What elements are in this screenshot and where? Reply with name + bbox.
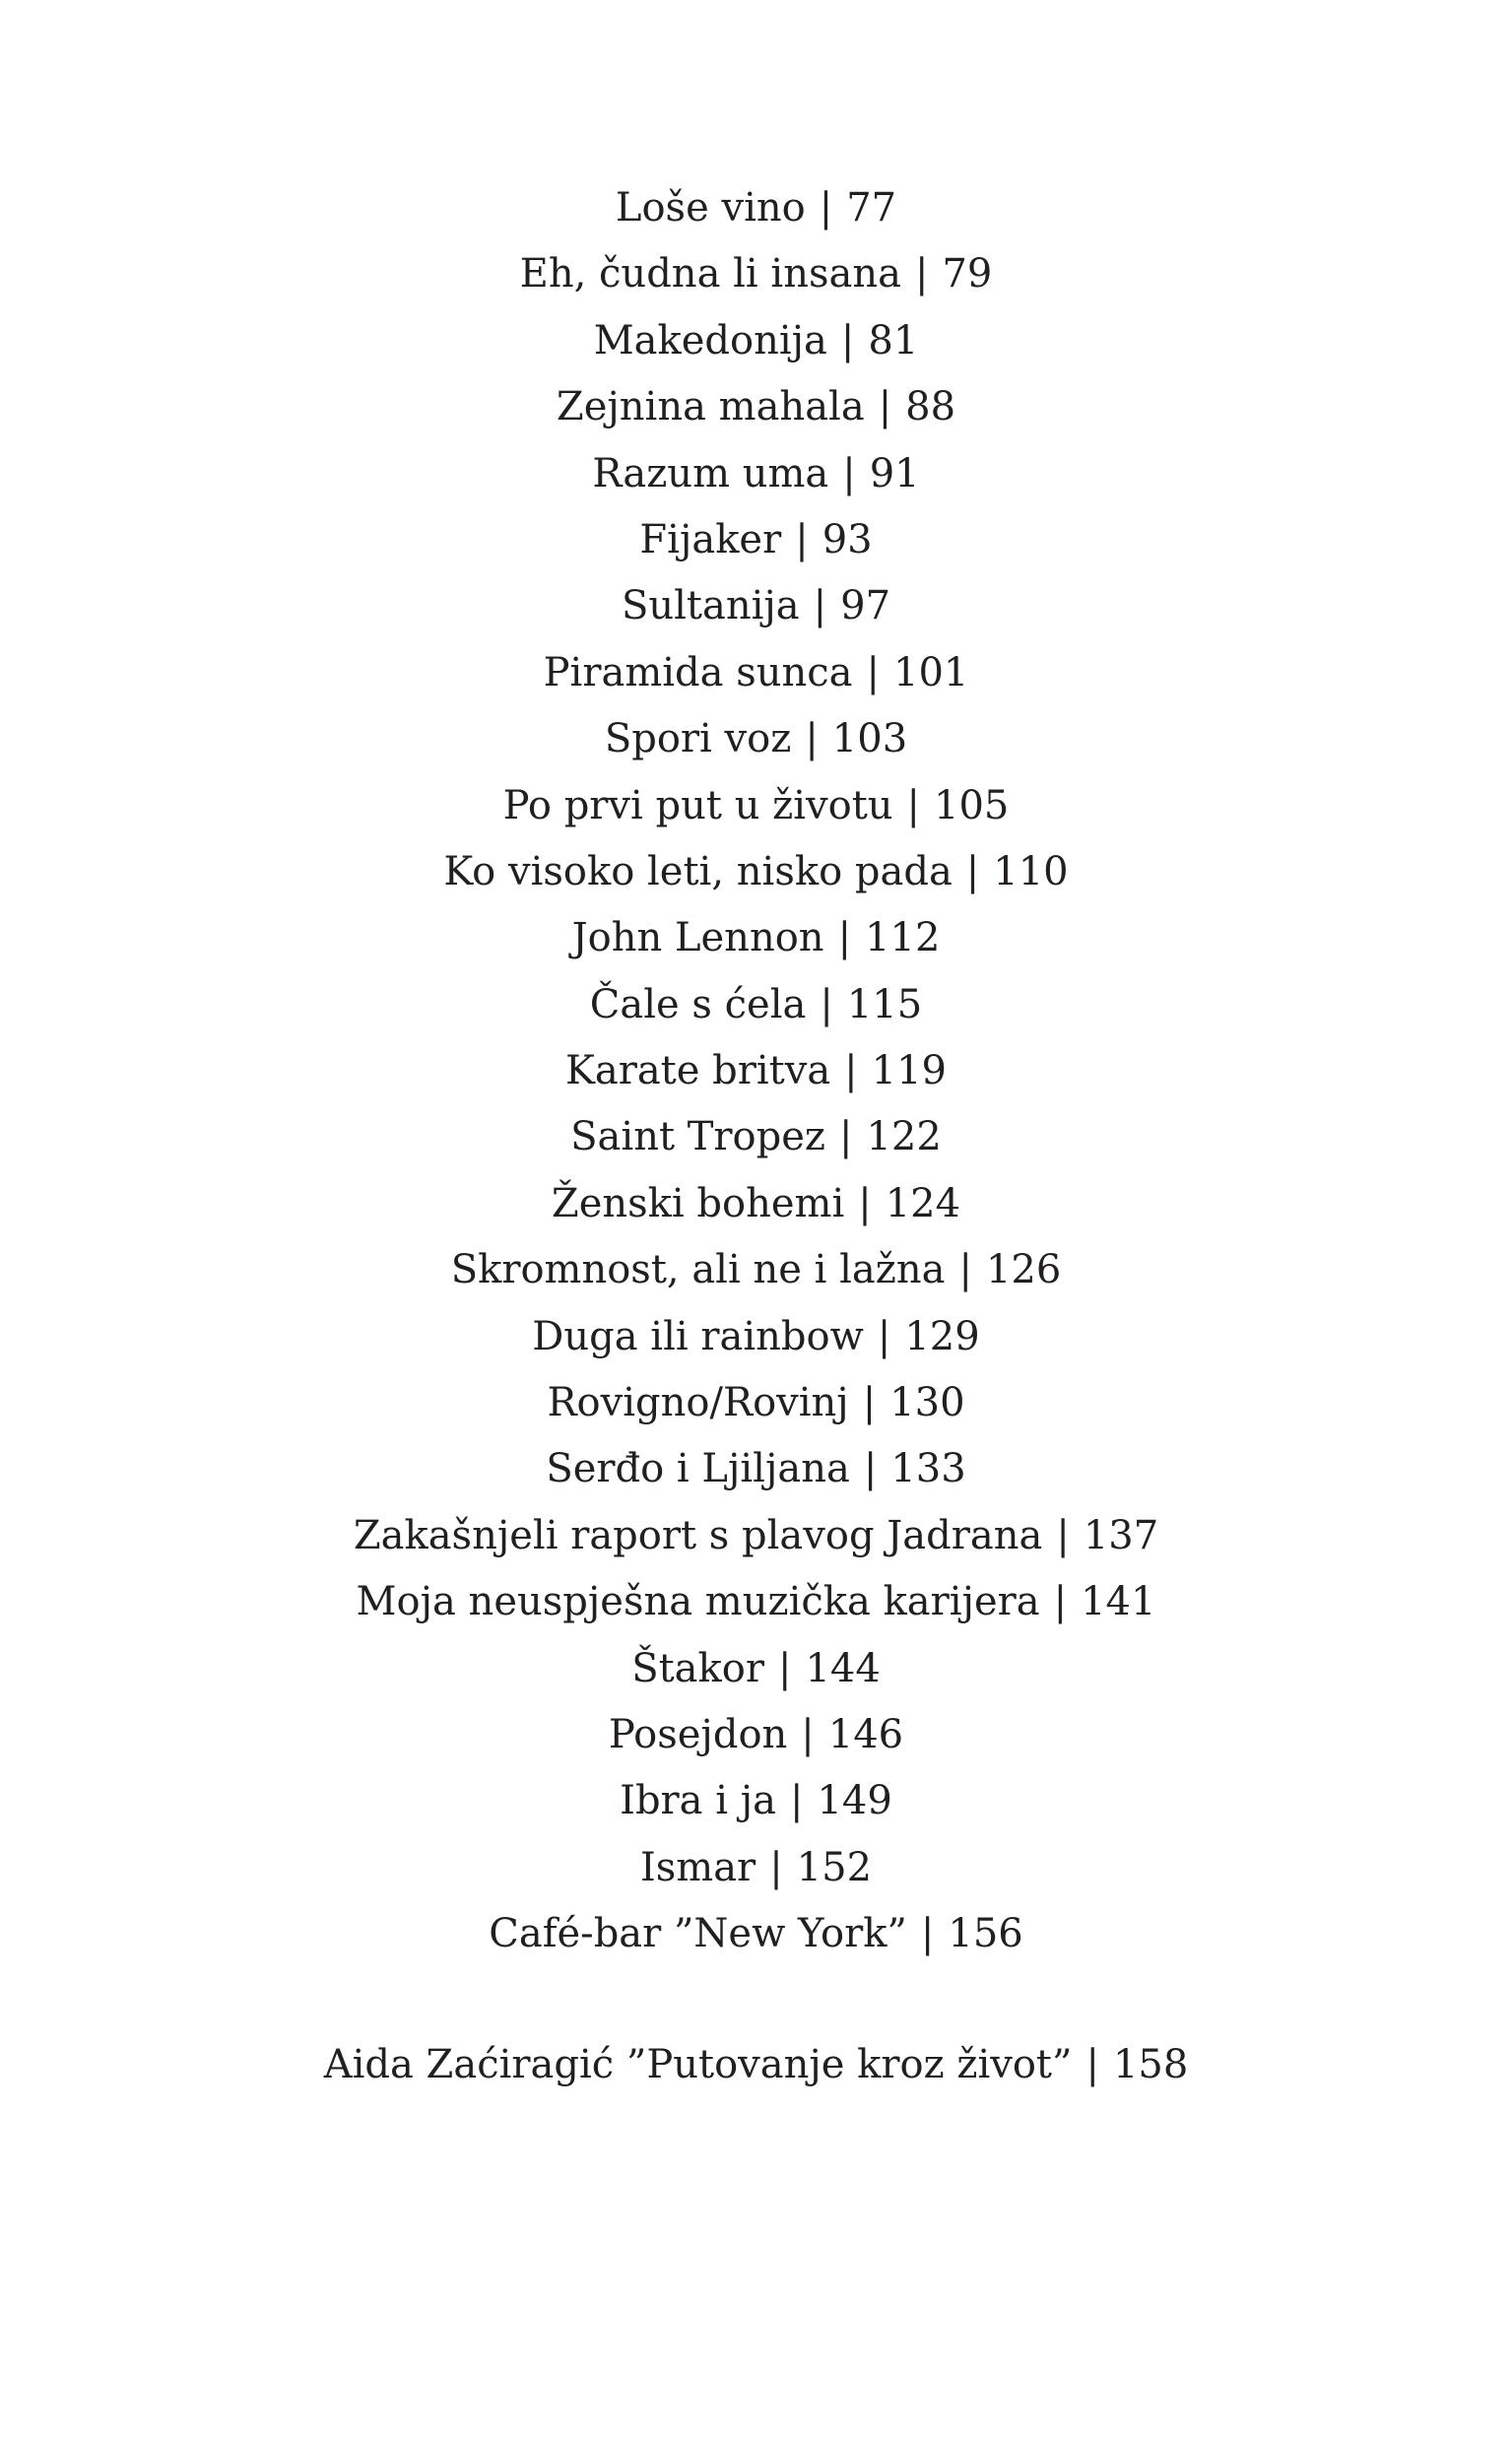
toc-entry-title: Skromnost, ali ne i lažna [450,1247,946,1293]
toc-separator: | [819,185,833,231]
toc-entry-title: Čale s ćela [589,981,807,1027]
toc-entry-page: 119 [871,1048,948,1094]
toc-entry-page: 158 [1112,2042,1189,2087]
toc-entry-title: Rovigno/Rovinj [547,1380,849,1426]
toc-separator: | [838,1114,853,1160]
toc-entry-title: Café-bar ”New York” [489,1911,907,1957]
toc-entry-title: Posejdon [608,1711,788,1757]
toc-entry-page: 156 [948,1911,1023,1957]
toc-entry-page: 115 [846,981,923,1027]
toc-separator: | [1056,1512,1070,1558]
toc-entry-title: Saint Tropez [570,1114,825,1160]
toc-entry-title: Piramida sunca [543,649,853,695]
toc-entry-title: Zakašnjeli raport s plavog Jadrana [353,1512,1043,1558]
toc-separator: | [813,583,827,629]
toc-entry-title: Loše vino [615,185,806,231]
toc-entry [0,972,1512,1038]
toc-entry-title: Zejnina mahala [556,384,865,430]
toc-entry-title: Štakor [631,1645,764,1691]
toc-entry [0,1503,1512,1569]
toc-separator: | [906,782,921,828]
toc-entry-title: Ismar [639,1844,756,1890]
toc-entry-page: 141 [1081,1579,1156,1625]
toc-entry [0,1636,1512,1702]
toc-entry [0,640,1512,706]
toc-entry-page: 124 [885,1180,961,1226]
toc-entry-page: 122 [866,1114,942,1160]
toc-entry [0,1370,1512,1436]
toc-separator: | [795,516,809,562]
toc-separator: | [777,1645,792,1691]
toc-entry-page: 149 [817,1778,892,1824]
toc-entry-page: 112 [865,915,941,961]
toc-separator: | [805,716,819,762]
toc-separator: | [866,649,880,695]
toc-entry-title: Ko visoko leti, nisko pada [443,848,953,894]
toc-entry-title: Fijaker [639,516,782,562]
toc-entry [0,839,1512,905]
toc-separator: | [863,1446,878,1492]
toc-entry-title: Makedonija [593,317,827,363]
toc-entry-page: 91 [869,450,920,496]
toc-entry [0,1901,1512,1967]
toc-separator: | [842,450,856,496]
toc-entry-page: 126 [985,1247,1062,1293]
toc-entry [0,1038,1512,1104]
toc-separator: | [914,251,929,297]
toc-entry [0,175,1512,241]
toc-entry-title: Aida Zaćiragić ”Putovanje kroz život” [323,2042,1073,2087]
toc-entry-title: Sultanija [621,583,800,629]
toc-entry-page: 81 [868,317,919,363]
toc-entry-title: Spori voz [604,716,792,762]
toc-entry-page: 97 [840,583,891,629]
toc-entry-page: 133 [890,1446,966,1492]
toc-separator: | [965,848,980,894]
toc-entry-page: 105 [934,782,1010,828]
toc-entry-title: Ibra i ja [620,1778,776,1824]
toc-entry-page: 137 [1083,1512,1159,1558]
toc-entry [0,1768,1512,1834]
toc-appendix-entry [0,2032,1512,2098]
toc-entry [0,1702,1512,1768]
toc-entry-page: 93 [822,516,873,562]
toc-separator: | [837,915,852,961]
toc-entry [0,1436,1512,1502]
toc-entry-title: Ženski bohemi [551,1180,845,1226]
toc-separator: | [820,981,833,1027]
toc-entry [0,507,1512,573]
toc-entry-page: 101 [893,649,969,695]
toc-entry [0,773,1512,839]
toc-entry-title: Duga ili rainbow [532,1313,864,1359]
toc-separator: | [1053,1579,1068,1625]
toc-entry [0,1304,1512,1370]
toc-entry-page: 88 [905,384,956,430]
toc-entry-page: 79 [942,251,993,297]
toc-entry [0,905,1512,971]
toc-separator: | [844,1048,858,1094]
toc-entry [0,308,1512,374]
toc-separator: | [858,1180,872,1226]
toc-entry-title: Eh, čudna li insana [519,251,901,297]
toc-entry [0,374,1512,440]
toc-entry-title: Karate britva [564,1048,831,1094]
toc-separator: | [862,1380,877,1426]
toc-entry [0,441,1512,507]
toc-entry [0,706,1512,772]
toc-entry-page: 144 [805,1645,881,1691]
toc-separator: | [840,317,855,363]
toc-entry-title: John Lennon [571,915,824,961]
toc-entry-page: 110 [993,848,1069,894]
toc-separator: | [920,1911,935,1957]
toc-separator: | [878,384,892,430]
toc-entry-title: Moja neuspješna muzička karijera [356,1579,1040,1625]
toc-separator: | [958,1247,972,1293]
toc-separator: | [801,1711,815,1757]
toc-separator: | [769,1844,783,1890]
toc-entry-page: 146 [827,1711,904,1757]
toc-entry [0,241,1512,307]
toc-entry-page: 77 [846,185,897,231]
toc-entry [0,1835,1512,1901]
toc-entry-title: Razum uma [592,450,829,496]
toc-entry [0,1569,1512,1635]
toc-entry-page: 103 [831,716,908,762]
toc-entry [0,1237,1512,1303]
toc-entry [0,573,1512,639]
toc-entry-title: Serđo i Ljiljana [546,1446,850,1492]
table-of-contents [0,175,1512,1968]
toc-separator: | [1085,2042,1099,2087]
toc-entry-page: 129 [904,1313,980,1359]
toc-entry [0,1104,1512,1170]
toc-separator: | [877,1313,891,1359]
toc-entry-page: 152 [796,1844,873,1890]
toc-separator: | [790,1778,804,1824]
toc-entry-title: Po prvi put u životu [502,782,893,828]
toc-entry [0,1171,1512,1237]
toc-entry-page: 130 [889,1380,965,1426]
